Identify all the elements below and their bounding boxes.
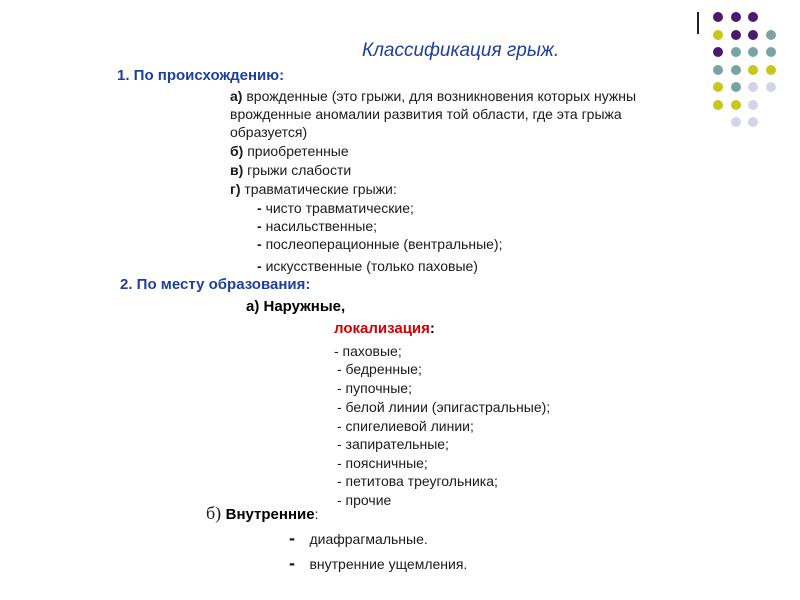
decor-dot [748,82,758,92]
decor-dot [731,47,741,57]
decor-dot [713,12,723,22]
decor-dot [731,117,741,127]
localization-item: - поясничные; [337,455,428,471]
external-label: а) Наружные, [246,298,346,315]
subitem-2: - насильственные; [257,218,378,234]
localization-item: - паховые; [334,343,402,359]
decor-dot [766,30,776,40]
slide-title: Классификация грыж. [362,40,560,61]
decor-dot [731,82,741,92]
item-a-line3: образуется) [230,124,308,140]
item-a-line1 [230,87,636,105]
decor-dot [766,82,776,92]
localization-item: - бедренные; [337,361,422,377]
internal-label: Внутренние [225,506,315,523]
localization-item: - запирательные; [337,436,449,452]
localization-label: локализация [334,320,430,337]
decor-dot [748,100,758,110]
item-g [230,180,397,198]
item-a-line2: врожденные аномалии развития той области, где эта грыжа [230,106,622,122]
decor-dot [731,65,741,75]
subitem-3: - послеоперационные (вентральные); [257,236,503,252]
item-b [230,142,349,160]
decor-dot [713,47,723,57]
item-b-marker: б) [230,143,244,159]
internal-heading [206,503,318,524]
internal-marker: б) [206,503,222,523]
decor-dot [713,82,723,92]
subitem-4: - искусственные (только паховые) [257,258,478,274]
section1-heading: 1. По происхождению: [117,67,285,84]
localization-item: - пупочные; [337,380,412,396]
decor-dot [713,65,723,75]
item-a-marker: а) [230,88,243,104]
internal-item-2: - внутренние ущемления. [289,553,468,573]
localization-item: - петитова треугольника; [337,473,498,489]
decor-dot [731,30,741,40]
decor-dot [766,47,776,57]
decor-dot [713,100,723,110]
decor-vertical-line [697,12,699,34]
decor-dot [748,30,758,40]
item-b-text: приобретенные [243,143,349,159]
decor-dot [748,117,758,127]
internal-item-1: - диафрагмальные. [289,528,428,548]
localization-item: - спигелиевой линии; [337,418,474,434]
localization-item: - белой линии (эпигастральные); [337,399,551,415]
decor-dot [748,47,758,57]
decor-dot [766,65,776,75]
item-v [230,161,351,179]
decor-dot [748,65,758,75]
subitem-1: - чисто травматические; [257,200,414,216]
decor-dot [731,100,741,110]
localization-colon: : [429,320,435,337]
localization-heading [334,320,435,338]
item-g-marker: г) [230,181,241,197]
item-a-text: врожденные (это грыжи, для возникновения которых нужны [242,88,637,104]
decor-dot [731,12,741,22]
item-v-text: грыжи слабости [243,162,352,178]
internal-colon: : [314,506,319,522]
decor-dot [713,30,723,40]
item-g-text: травматические грыжи: [240,181,397,197]
section2-heading: 2. По месту образования: [120,276,311,293]
localization-item: - прочие [337,492,392,508]
decor-dot [748,12,758,22]
item-v-marker: в) [230,162,244,178]
